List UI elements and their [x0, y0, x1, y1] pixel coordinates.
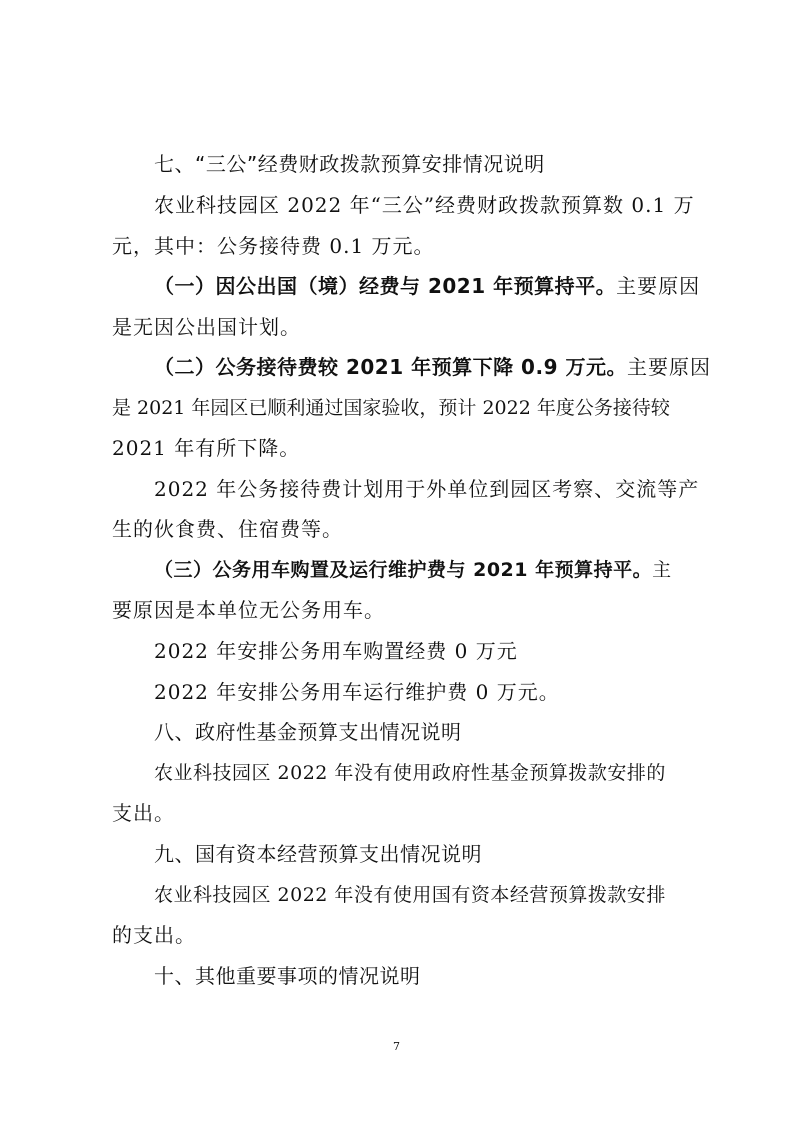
section8-line1: 农业科技园区 2022 年没有使用政府性基金预算拨款安排的 [154, 762, 666, 784]
section8-heading: 八、政府性基金预算支出情况说明 [154, 720, 462, 744]
section9-heading: 九、国有资本经营预算支出情况说明 [154, 842, 482, 866]
section7-para1-line1 [154, 191, 696, 219]
section9-line2: 的支出。 [112, 923, 196, 947]
section7-item3-line2: 要原因是本单位无公务用车。 [112, 598, 385, 622]
section7-item3-bold: （三）公务用车购置及运行维护费与 2021 年预算持平。 [154, 559, 653, 581]
section7-para2-line2: 生的伙食费、住宿费等。 [112, 517, 343, 541]
section7-para2-line1: 2022 年公务接待费计划用于外单位到园区考察、交流等产 [154, 477, 700, 501]
section7-item1-line1 [154, 272, 700, 300]
section7-item2-bold: （二）公务接待费较 2021 年预算下降 0.9 万元。 [154, 355, 627, 379]
section7-item3-line1 [154, 556, 671, 584]
section9-line1: 农业科技园区 2022 年没有使用国有资本经营预算拨款安排 [154, 884, 666, 906]
section7-item1-bold: （一）因公出国（境）经费与 2021 年预算持平。 [154, 274, 617, 298]
section7-para3: 2022 年安排公务用车购置经费 0 万元 [154, 639, 518, 663]
section7-item3-rest: 主 [652, 559, 672, 581]
section7-item1-line2: 是无因公出国计划。 [112, 315, 301, 339]
section7-item2-line3: 2021 年有所下降。 [112, 436, 301, 460]
section7-para4: 2022 年安排公务用车运行维护费 0 万元。 [154, 680, 560, 704]
section10-heading: 十、其他重要事项的情况说明 [154, 964, 421, 988]
page-number: 7 [393, 1040, 400, 1053]
section7-para1-line1-text: 农业科技园区 2022 年“三公”经费财政拨款预算数 0.1 万 [154, 193, 695, 217]
section7-item2-line1 [154, 353, 711, 381]
section7-item2-line2: 是 2021 年园区已顺利通过国家验收，预计 2022 年度公务接待较 [112, 397, 670, 419]
section7-heading: 七、“三公”经费财政拨款预算安排情况说明 [154, 152, 545, 176]
section8-line2: 支出。 [112, 801, 175, 825]
section7-para1-line2: 元，其中：公务接待费 0.1 万元。 [112, 234, 435, 258]
section7-item1-rest: 主要原因 [616, 274, 701, 298]
section7-item2-rest: 主要原因 [626, 355, 711, 379]
